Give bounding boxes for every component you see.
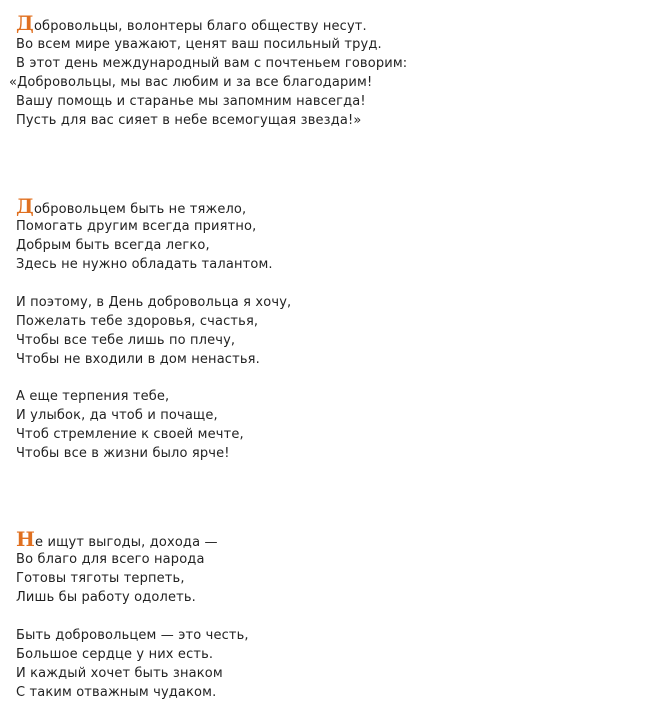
poem-line: И поэтому, в День добровольца я хочу, <box>16 295 292 310</box>
poem-line: С таким отважным чудаком. <box>16 685 217 700</box>
poem-line: Во благо для всего народа <box>16 552 205 567</box>
poem-line: Вашу помощь и старанье мы запомним навсегда! <box>16 94 366 109</box>
drop-cap: Н <box>16 527 36 551</box>
poem-line: Чтоб стремление к своей мечте, <box>16 427 244 442</box>
poem-line: Лишь бы работу одолеть. <box>16 590 196 605</box>
poem-line: Готовы тяготы терпеть, <box>16 571 185 586</box>
poem-line <box>16 11 367 35</box>
poem-line: И улыбок, да чтоб и почаще, <box>16 408 218 423</box>
poem-line: Здесь не нужно обладать талантом. <box>16 257 273 272</box>
poem-line: И каждый хочет быть знаком <box>16 666 223 681</box>
poem-line: Пожелать тебе здоровья, счастья, <box>16 314 259 329</box>
poem-line <box>16 527 218 551</box>
poem-line: Помогать другим всегда приятно, <box>16 219 257 234</box>
poem-line: В этот день международный вам с почтеньем говорим: <box>16 56 408 71</box>
poem-line: Чтобы все тебе лишь по плечу, <box>16 333 236 348</box>
poem-line: Быть добровольцем — это честь, <box>16 628 249 643</box>
drop-cap: Д <box>16 11 34 35</box>
poem-line: Пусть для вас сияет в небе всемогущая звезда!» <box>16 113 362 128</box>
poem-line <box>16 194 247 218</box>
poem-line: Во всем мире уважают, ценят ваш посильный труд. <box>16 37 382 52</box>
poem-line: Добрым быть всегда легко, <box>16 238 210 253</box>
poem-line: «Добровольцы, мы вас любим и за все благодарим! <box>9 75 373 90</box>
poem-line-text: е ищут выгоды, дохода — <box>35 535 218 550</box>
poem-line-text: обровольцы, волонтеры благо обществу несут. <box>33 19 367 34</box>
poem-line: А еще терпения тебе, <box>16 389 170 404</box>
drop-cap: Д <box>16 194 34 218</box>
poem-line: Чтобы все в жизни было ярче! <box>16 446 230 461</box>
poem-line: Большое сердце у них есть. <box>16 647 214 662</box>
poem-line-text: обровольцем быть не тяжело, <box>33 202 247 217</box>
poem-line: Чтобы не входили в дом ненастья. <box>16 352 260 367</box>
